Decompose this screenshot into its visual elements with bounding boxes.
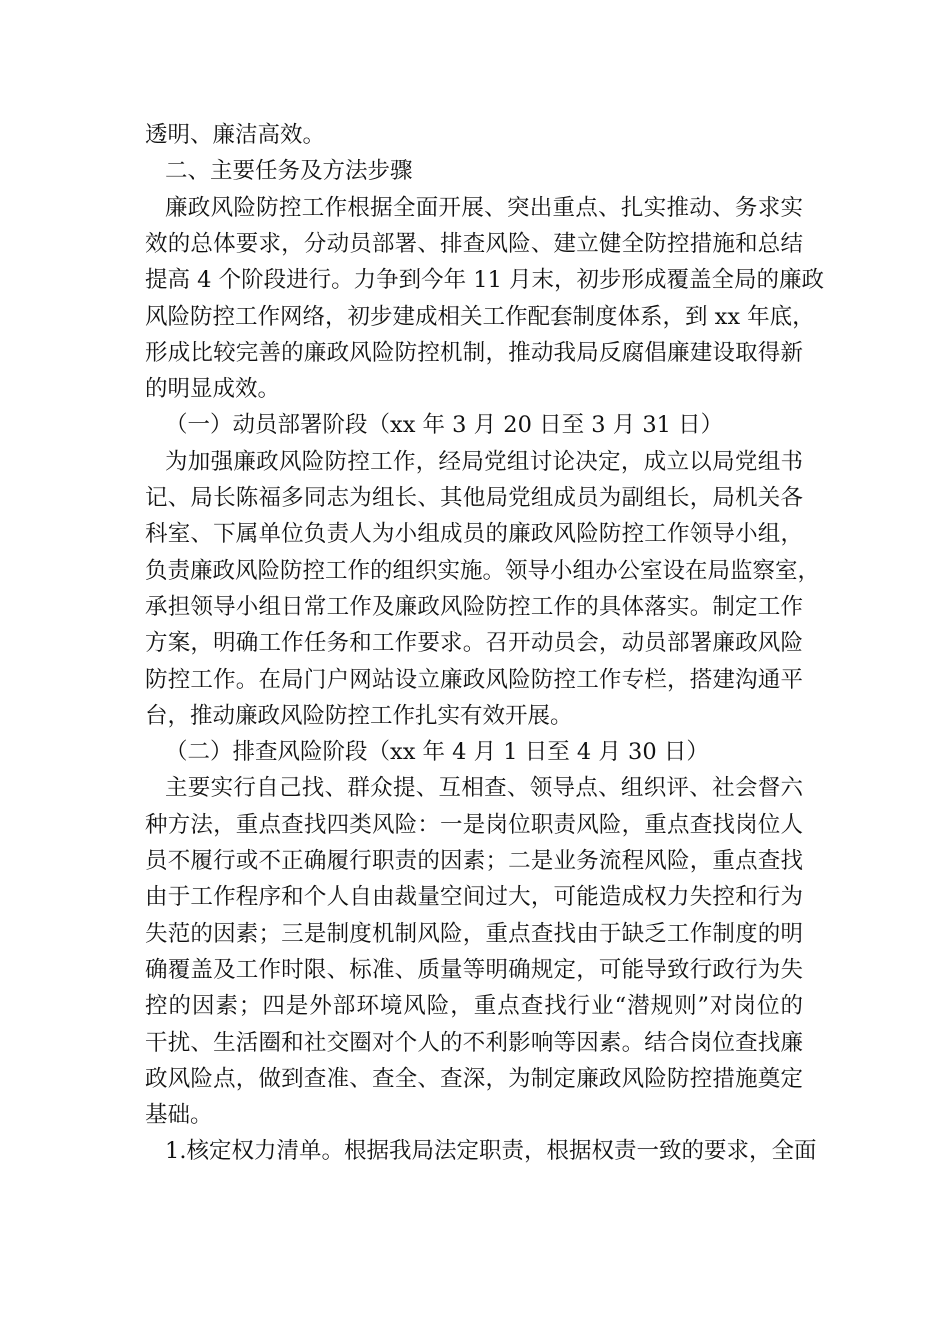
text-line: 廉政风险防控工作根据全面开展、突出重点、扎实推动、务求实 — [165, 194, 803, 221]
text-line: 1.核定权力清单。根据我局法定职责，根据权责一致的要求，全面 — [165, 1138, 817, 1165]
text-line: 为加强廉政风险防控工作，经局党组讨论决定，成立以局党组书 — [165, 448, 803, 475]
text-line: （二）排查风险阶段（xx 年 4 月 1 日至 4 月 30 日） — [165, 739, 709, 766]
text-line: 二、主要任务及方法步骤 — [165, 158, 413, 185]
text-line: 控的因素；四是外部环境风险，重点查找行业“潜规则”对岗位的 — [145, 993, 803, 1020]
text-line: 风险防控工作网络，初步建成相关工作配套制度体系，到 xx 年底， — [145, 303, 815, 330]
text-line: 种方法，重点查找四类风险：一是岗位职责风险，重点查找岗位人 — [145, 811, 803, 838]
text-line: 承担领导小组日常工作及廉政风险防控工作的具体落实。制定工作 — [145, 593, 803, 620]
text-line: 台，推动廉政风险防控工作扎实有效开展。 — [145, 702, 573, 729]
text-line: 政风险点，做到查准、查全、查深，为制定廉政风险防控措施奠定 — [145, 1065, 803, 1092]
text-line: 方案，明确工作任务和工作要求。召开动员会，动员部署廉政风险 — [145, 630, 803, 657]
text-line: 提高 4 个阶段进行。力争到今年 11 月末，初步形成覆盖全局的廉政 — [145, 267, 825, 294]
text-line: 形成比较完善的廉政风险防控机制，推动我局反腐倡廉建设取得新 — [145, 339, 803, 366]
text-line: 基础。 — [145, 1102, 213, 1129]
text-line: 记、局长陈福多同志为组长、其他局党组成员为副组长，局机关各 — [145, 485, 803, 511]
text-line: 确覆盖及工作时限、标准、质量等明确规定，可能导致行政行为失 — [145, 956, 803, 983]
text-line: 防控工作。在局门户网站设立廉政风险防控工作专栏，搭建沟通平 — [145, 666, 803, 693]
text-line: 员不履行或不正确履行职责的因素；二是业务流程风险，重点查找 — [145, 848, 803, 874]
text-line: 主要实行自己找、群众提、互相查、领导点、组织评、社会督六 — [165, 775, 803, 802]
text-line: （一）动员部署阶段（xx 年 3 月 20 日至 3 月 31 日） — [165, 412, 724, 439]
text-line: 干扰、生活圈和社交圈对个人的不利影响等因素。结合岗位查找廉 — [145, 1029, 803, 1056]
text-line: 负责廉政风险防控工作的组织实施。领导小组办公室设在局监察室， — [145, 557, 821, 584]
text-line: 效的总体要求，分动员部署、排查风险、建立健全防控措施和总结 — [145, 230, 803, 257]
text-line: 透明、廉洁高效。 — [145, 122, 326, 148]
text-line: 科室、下属单位负责人为小组成员的廉政风险防控工作领导小组， — [145, 521, 803, 548]
text-line: 的明显成效。 — [145, 376, 281, 403]
text-line: 失范的因素；三是制度机制风险，重点查找由于缺乏工作制度的明 — [145, 920, 803, 947]
text-line: 由于工作程序和个人自由裁量空间过大，可能造成权力失控和行为 — [145, 884, 803, 911]
